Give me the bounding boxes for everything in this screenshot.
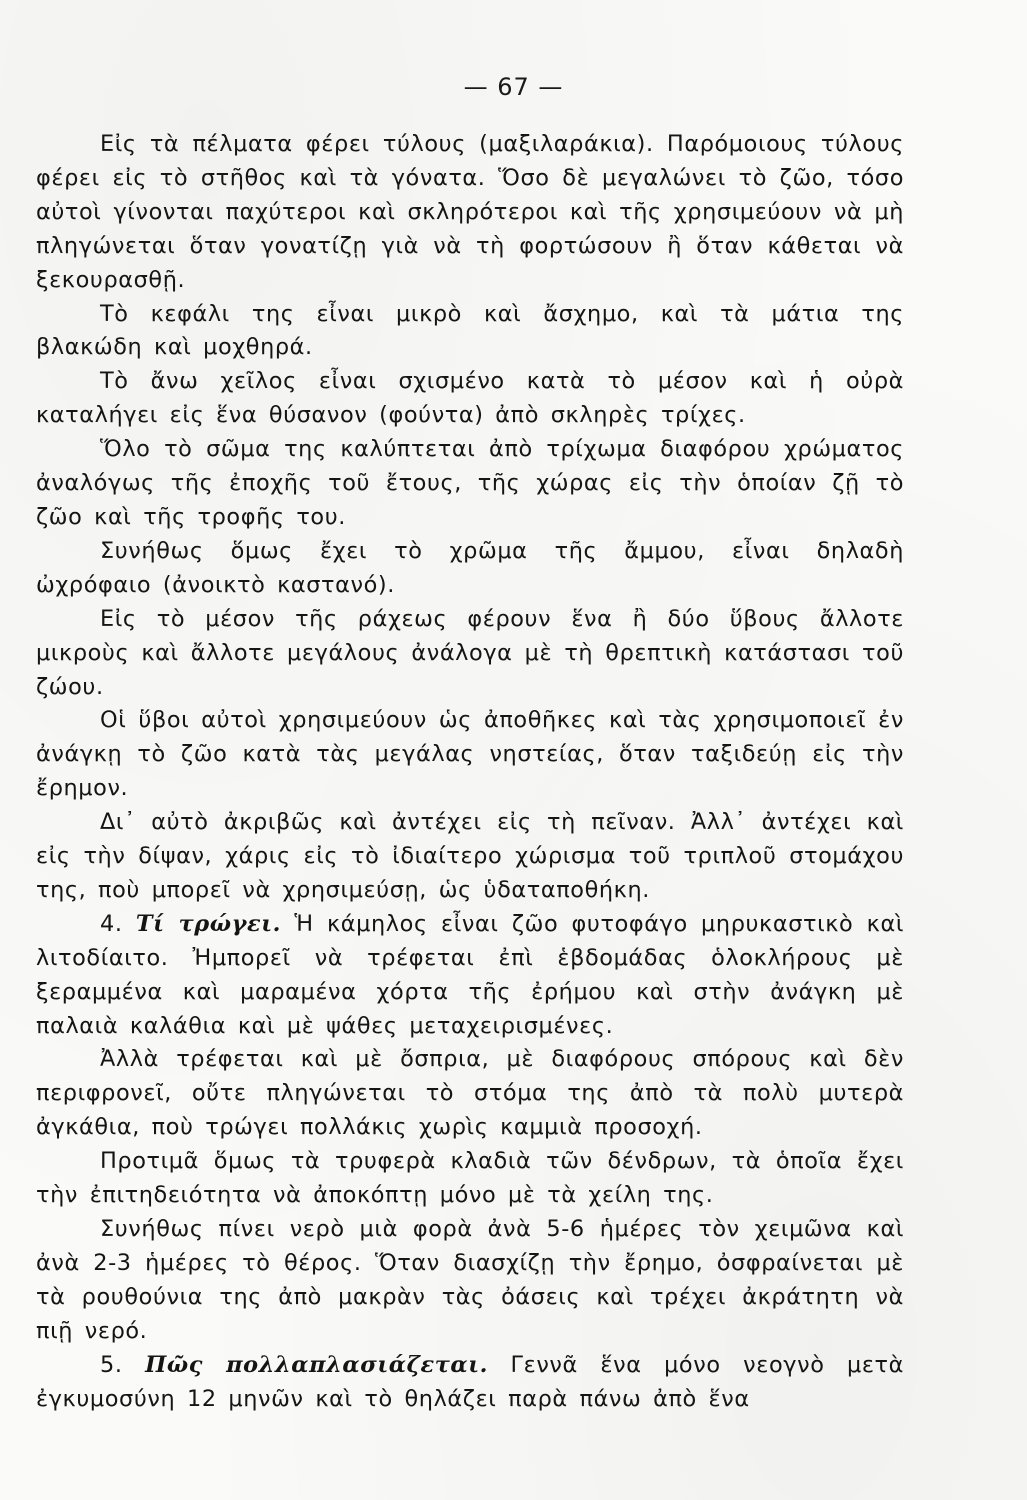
paragraph-text: Ὅλο τὸ σῶμα της καλύπτεται ἀπὸ τρίχωμα διαφόρου χρώματος ἀναλόγως τῆς ἐποχῆς τοῦ ἔτους, τῆς χώρας εἰς τὴν ὁποίαν ζῇ τὸ ζῶο καὶ τῆς τροφῆς του. xyxy=(36,436,904,530)
paragraph xyxy=(36,1145,904,1213)
section-paragraph xyxy=(36,1349,904,1417)
paragraph xyxy=(36,365,904,433)
paragraph xyxy=(36,535,904,603)
paragraph-text: Τὸ κεφάλι της εἶναι μικρὸ καὶ ἄσχημο, καὶ τὰ μάτια της βλακώδη καὶ μοχθηρά. xyxy=(36,300,904,361)
paragraph xyxy=(36,128,904,298)
paragraph-text: Δι᾽ αὐτὸ ἀκριβῶς καὶ ἀντέχει εἰς τὴ πεῖναν. Ἀλλ᾽ ἀντέχει καὶ εἰς τὴν δίψαν, χάρις εἰς τὸ ἰδιαίτερο χώρισμα τοῦ τριπλοῦ στομάχου της, ποὺ μπορεῖ νὰ χρησιμεύσῃ, ὡς ὑδαταποθήκη. xyxy=(36,809,904,903)
paragraph-text: Οἱ ὕβοι αὐτοὶ χρησιμεύουν ὡς ἀποθῆκες καὶ τὰς χρησιμοποιεῖ ἐν ἀνάγκῃ τὸ ζῶο κατὰ τὰς μεγάλας νηστείας, ὅταν ταξιδεύῃ εἰς τὴν ἔρημον. xyxy=(36,707,904,802)
paragraph-text: Εἰς τὸ μέσον τῆς ράχεως φέρουν ἕνα ἢ δύο ὕβους ἄλλοτε μικροὺς καὶ ἄλλοτε μεγάλους ἀνάλογα μὲ τὴ θρεπτικὴ κατάστασι τοῦ ζώου. xyxy=(36,605,904,700)
paragraph-text: Τὸ ἄνω χεῖλος εἶναι σχισμένο κατὰ τὸ μέσον καὶ ἡ οὐρὰ καταλήγει εἰς ἕνα θύσανον (φούντα) ἀπὸ σκληρὲς τρίχες. xyxy=(36,368,904,429)
section-heading: Τί τρώγει. xyxy=(135,910,282,937)
paragraph xyxy=(36,1213,904,1349)
paragraph xyxy=(36,298,904,366)
section-heading: Πῶς πολλαπλασιάζεται. xyxy=(145,1351,489,1378)
paragraph-text: Ἀλλὰ τρέφεται καὶ μὲ ὄσπρια, μὲ διαφόρους σπόρους καὶ δὲν περιφρονεῖ, οὔτε πληγώνεται τὸ στόμα της ἀπὸ τὰ πολὺ μυτερὰ ἀγκάθια, ποὺ τρώγει πολλάκις χωρὶς καμμιὰ προσοχή. xyxy=(36,1046,904,1141)
paragraph xyxy=(36,806,904,908)
paragraph xyxy=(36,1043,904,1145)
section-number: 4. xyxy=(100,910,123,937)
body-text xyxy=(36,128,904,1416)
paragraph xyxy=(36,704,904,806)
paragraph xyxy=(36,433,904,535)
section-paragraph xyxy=(36,908,904,1044)
paragraph-text: Ἡ κάμηλος εἶναι ζῶο φυτοφάγο μηρυκαστικὸ καὶ λιτοδίαιτο. Ἠμπορεῖ νὰ τρέφεται ἐπὶ ἑβδομάδας ὁλοκλήρους μὲ ξεραμμένα καὶ μαραμένα χόρτα τῆς ἐρήμου καὶ στὴν ἀνάγκη μὲ παλαιὰ καλάθια καὶ μὲ ψάθες μεταχειρισμένες. xyxy=(36,910,904,1039)
paragraph-text: Προτιμᾶ ὅμως τὰ τρυφερὰ κλαδιὰ τῶν δένδρων, τὰ ὁποῖα ἔχει τὴν ἐπιτηδειότητα νὰ ἀποκόπτῃ μόνο μὲ τὰ χείλη της. xyxy=(36,1148,904,1209)
paragraph xyxy=(36,603,904,705)
section-number: 5. xyxy=(100,1351,123,1378)
paragraph-text: Εἰς τὰ πέλματα φέρει τύλους (μαξιλαράκια). Παρόμοιους τύλους φέρει εἰς τὸ στῆθος καὶ τὰ γόνατα. Ὅσο δὲ μεγαλώνει τὸ ζῶο, τόσο αὐτοὶ γίνονται παχύτεροι καὶ σκληρότεροι καὶ τῆς χρησιμεύουν νὰ μὴ πληγώνεται ὅταν γονατίζῃ γιὰ νὰ τὴ φορτώσουν ἢ ὅταν κάθεται νὰ ξεκουρασθῇ. xyxy=(36,131,904,293)
page-number: — 67 — xyxy=(463,73,564,101)
paragraph-text: Γεννᾶ ἕνα μόνο νεογνὸ μετὰ ἐγκυμοσύνη 12 μηνῶν καὶ τὸ θηλάζει παρὰ πάνω ἀπὸ ἕνα xyxy=(36,1351,905,1412)
paragraph-text: Συνήθως ὅμως ἔχει τὸ χρῶμα τῆς ἄμμου, εἶναι δηλαδὴ ὠχρόφαιο (ἀνοικτὸ καστανό). xyxy=(36,537,904,598)
paragraph-text: Συνήθως πίνει νερὸ μιὰ φορὰ ἀνὰ 5-6 ἡμέρες τὸν χειμῶνα καὶ ἀνὰ 2-3 ἡμέρες τὸ θέρος. Ὅταν διασχίζῃ τὴν ἔρημο, ὀσφραίνεται μὲ τὰ ρουθούνια της ἀπὸ μακρὰν τὰς ὀάσεις καὶ τρέχει ἀκράτητη νὰ πιῇ νερό. xyxy=(36,1216,904,1344)
